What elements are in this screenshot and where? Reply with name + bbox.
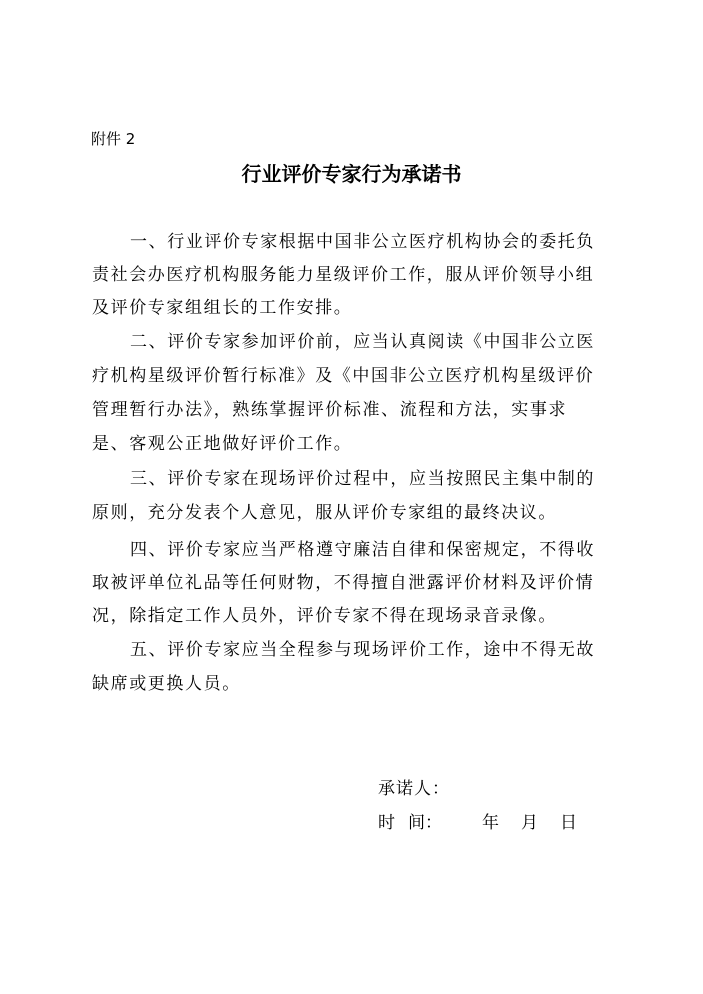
clause-2-line-2: 疗机构星级评价暂行标准》及《中国非公立医疗机构星级评价 bbox=[92, 366, 595, 386]
month-label: 月 bbox=[521, 813, 538, 833]
clause-5-line-2: 缺席或更换人员。 bbox=[92, 674, 241, 694]
time-label-char-1: 时 bbox=[378, 813, 395, 833]
clause-4-line-3: 况，除指定工作人员外，评价专家不得在现场录音录像。 bbox=[92, 606, 557, 626]
promisor-label: 承诺人： bbox=[378, 779, 450, 799]
clause-3-line-1: 三、评价专家在现场评价过程中，应当按照民主集中制的 bbox=[130, 469, 595, 489]
attachment-label: 附件 2 bbox=[91, 130, 136, 148]
clause-2-line-1: 二、评价专家参加评价前，应当认真阅读《中国非公立医 bbox=[130, 332, 595, 352]
clause-2-line-4: 是、客观公正地做好评价工作。 bbox=[92, 434, 353, 454]
year-label: 年 bbox=[482, 813, 499, 833]
day-label: 日 bbox=[560, 813, 577, 833]
clause-3-line-2: 原则，充分发表个人意见，服从评价专家组的最终决议。 bbox=[92, 503, 557, 523]
clause-2-line-3: 管理暂行办法》，熟练掌握评价标准、流程和方法，实事求 bbox=[92, 400, 568, 420]
clause-5-line-1: 五、评价专家应当全程参与现场评价工作，途中不得无故 bbox=[130, 640, 595, 660]
clause-4-line-1: 四、评价专家应当严格遵守廉洁自律和保密规定，不得收 bbox=[130, 540, 595, 560]
clause-1-line-1: 一、行业评价专家根据中国非公立医疗机构协会的委托负 bbox=[130, 232, 595, 252]
clause-1-line-2: 责社会办医疗机构服务能力星级评价工作，服从评价领导小组 bbox=[92, 265, 595, 285]
clause-1-line-3: 及评价专家组组长的工作安排。 bbox=[92, 298, 353, 318]
document-title: 行业评价专家行为承诺书 bbox=[241, 162, 462, 186]
clause-4-line-2: 取被评单位礼品等任何财物，不得擅自泄露评价材料及评价情 bbox=[92, 573, 595, 593]
time-label-char-2: 间： bbox=[408, 813, 442, 833]
